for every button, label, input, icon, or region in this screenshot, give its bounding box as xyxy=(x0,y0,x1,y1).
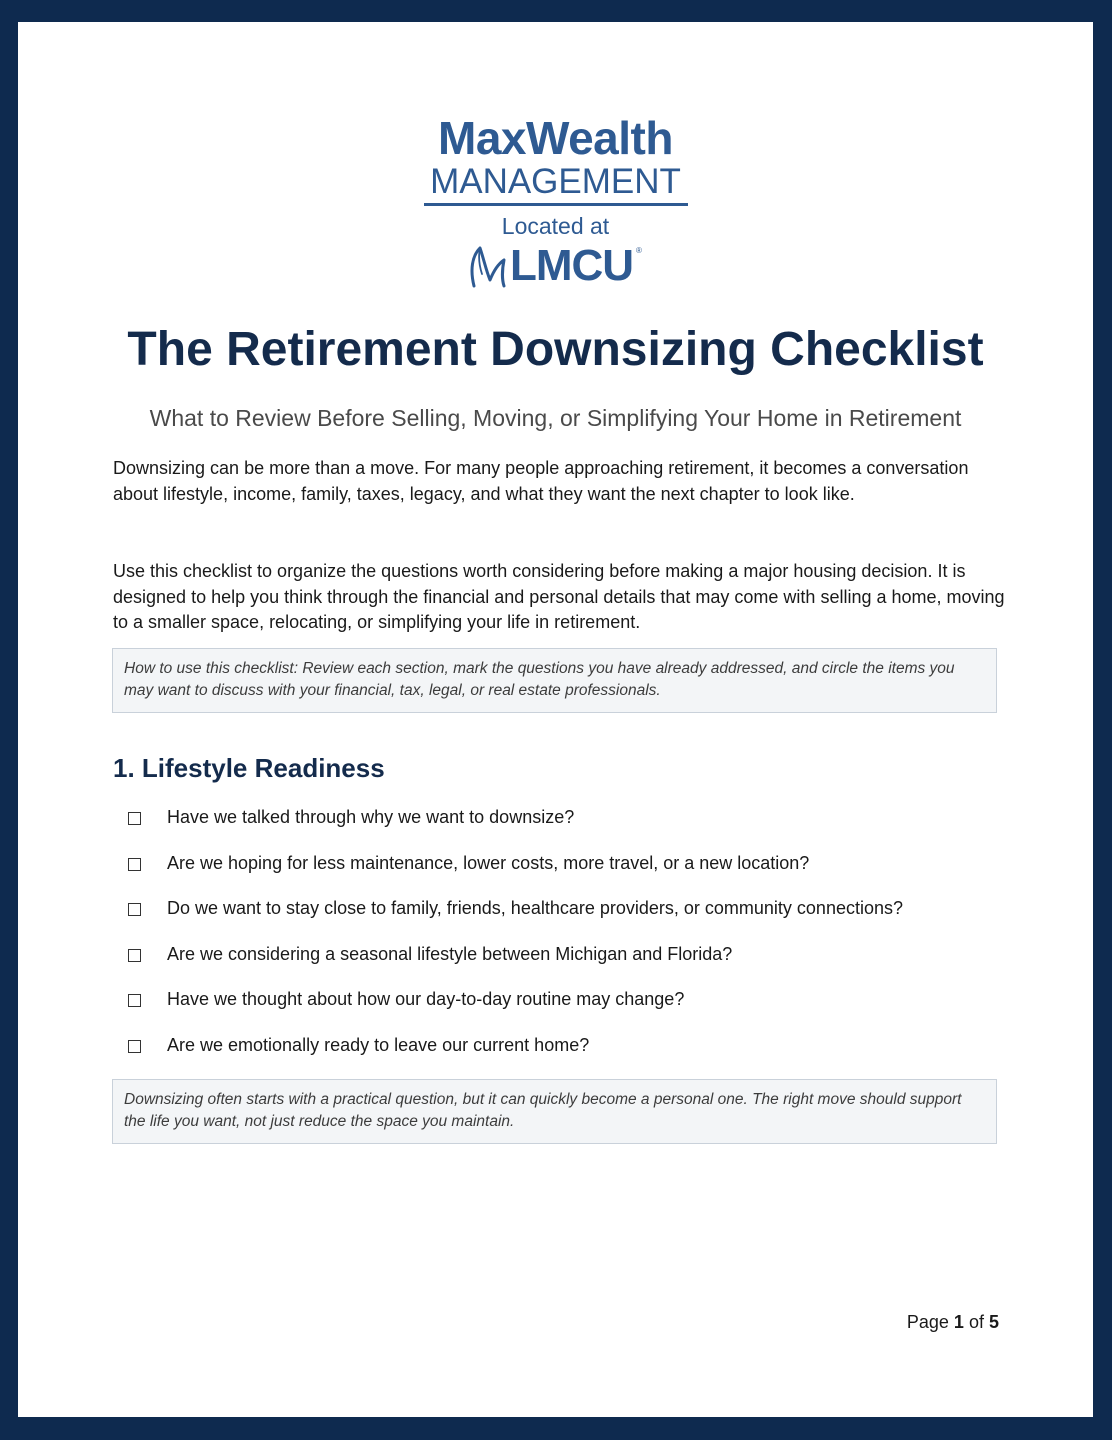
lmcu-mark-icon xyxy=(468,240,508,290)
empty-checkbox-icon[interactable] xyxy=(128,994,141,1007)
logo-divider xyxy=(424,203,688,206)
current-page: 1 xyxy=(953,1312,964,1332)
lmcu-wordmark: LMCU xyxy=(510,241,634,290)
document-title: The Retirement Downsizing Checklist xyxy=(127,323,984,376)
empty-checkbox-icon[interactable] xyxy=(128,1040,141,1053)
section-note: Downsizing often starts with a practical question, but it can quickly become a personal one. The right move should support the life you want, not just reduce the space you maintain. xyxy=(112,1079,997,1144)
checklist-item-text: Have we thought about how our day-to-day routine may change? xyxy=(167,989,685,1010)
total-pages: 5 xyxy=(988,1312,999,1332)
empty-checkbox-icon[interactable] xyxy=(128,812,141,825)
logo-located-text: Located at xyxy=(501,213,610,239)
checklist-item[interactable] xyxy=(125,984,1005,1030)
page-of-label: of xyxy=(968,1312,984,1332)
empty-checkbox-icon[interactable] xyxy=(128,903,141,916)
checklist-item-text: Are we considering a seasonal lifestyle between Michigan and Florida? xyxy=(167,943,733,964)
checklist-item[interactable] xyxy=(125,1030,1005,1076)
checklist-item-text: Are we hoping for less maintenance, lower costs, more travel, or a new location? xyxy=(167,852,810,873)
section-heading: 1. Lifestyle Readiness xyxy=(113,753,385,783)
empty-checkbox-icon[interactable] xyxy=(128,858,141,871)
lifestyle-checklist xyxy=(125,802,1005,1076)
document-subtitle: What to Review Before Selling, Moving, or Simplifying Your Home in Retirement xyxy=(149,405,962,431)
document-page xyxy=(18,22,1093,1417)
logo-brand-subtitle: MANAGEMENT xyxy=(430,162,681,201)
logo-brand-name: MaxWealth xyxy=(438,112,673,164)
checklist-item[interactable] xyxy=(125,802,1005,848)
page-label: Page xyxy=(906,1312,949,1332)
checklist-item-text: Are we emotionally ready to leave our current home? xyxy=(167,1034,590,1055)
checklist-item-text: Do we want to stay close to family, friends, healthcare providers, or community connections? xyxy=(167,898,903,919)
lmcu-logo xyxy=(468,240,648,290)
maxwealth-logo xyxy=(18,22,1093,322)
empty-checkbox-icon[interactable] xyxy=(128,949,141,962)
page-number xyxy=(907,1310,999,1334)
checklist-item[interactable] xyxy=(125,848,1005,894)
registered-mark: ® xyxy=(636,246,642,255)
checklist-item-text: Have we talked through why we want to downsize? xyxy=(167,807,575,827)
checklist-item[interactable] xyxy=(125,893,1005,939)
how-to-use-note: How to use this checklist: Review each section, mark the questions you have already addressed, and circle the items you may want to discuss with your financial, tax, legal, or real estate professionals. xyxy=(112,648,997,713)
intro-paragraph: Downsizing can be more than a move. For many people approaching retirement, it becomes a conversation about lifestyle, income, family, taxes, legacy, and what they want the next chapter to look like. xyxy=(113,458,969,504)
checklist-item[interactable] xyxy=(125,939,1005,985)
intro-paragraph: Use this checklist to organize the questions worth considering before making a major housing decision. It is designed to help you think through the financial and personal details that may come with selling a home, moving to a smaller space, relocating, or simplifying your life in retirement. xyxy=(113,561,1005,632)
